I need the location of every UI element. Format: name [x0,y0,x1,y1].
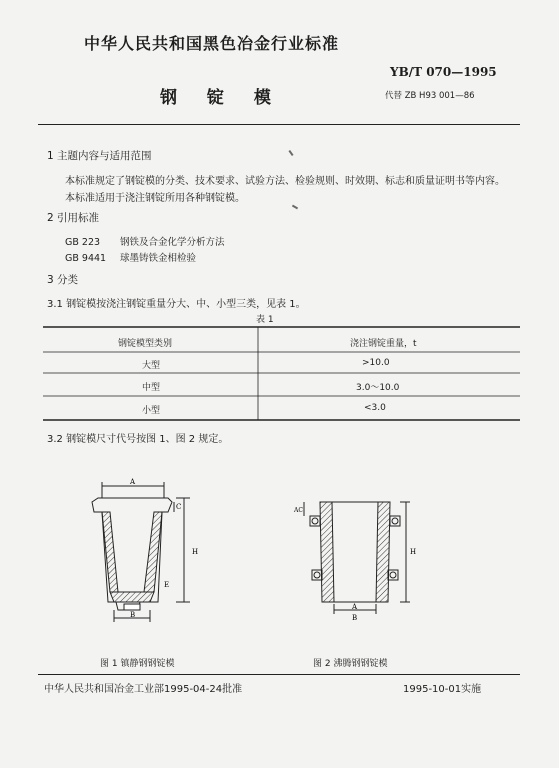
fig2-dim-label: H [410,548,417,556]
table-cell: 小型 [142,406,161,416]
table-cell: >10.0 [362,358,390,368]
table-header-category: 钢锭模型类别 [118,339,173,349]
figure-2-caption: 图 2 沸腾钢钢锭模 [313,659,388,669]
table-1-caption: 表 1 [256,315,274,325]
fig1-dim-label: B [130,611,136,619]
fig2-dim-label: B [352,614,358,622]
table-header-weight: 浇注钢锭重量，t [350,339,417,349]
reference-code: GB 9441 [65,253,107,264]
document-title: 钢 锭 模 [160,88,271,108]
section-1-para-2: 本标准适用于浇注钢锭所用各种钢锭模。 [65,193,245,204]
fig1-dim-label: E [164,581,170,589]
standard-name: 中华人民共和国黑色冶金行业标准 [84,34,340,53]
footer-divider [38,674,520,675]
effective-date: 1995-10-01实施 [403,684,482,695]
fig1-dim-label: H [192,548,199,556]
figure-1-drawing [80,472,210,622]
table-cell: 中型 [142,383,161,393]
section-1-heading: 1 主题内容与适用范围 [47,150,152,162]
replaces-note: 代替 ZB H93 001—86 [385,91,475,101]
figure-1-caption: 图 1 镇静钢钢锭模 [100,659,175,669]
fig2-dim-label: AC [294,507,303,514]
reference-code: GB 223 [65,237,101,248]
fig1-dim-label: A [130,478,136,486]
section-3-heading: 3 分类 [47,274,79,286]
fig2-dim-label: A [352,603,358,611]
figure-2-drawing [290,482,420,622]
fig1-dim-label: C [176,503,182,511]
section-1-para-1: 本标准规定了钢锭模的分类、技术要求、试验方法、检验规则、时效期、标志和质量证明书等内容。 [65,176,505,187]
standard-code: YB/T 070—1995 [390,65,497,79]
reference-title: 钢铁及合金化学分析方法 [120,237,225,248]
clause-3-1: 3.1 钢锭模按浇注钢锭重量分大、中、小型三类，见表 1。 [47,299,306,310]
section-2-heading: 2 引用标准 [47,212,100,224]
table-cell: 3.0～10.0 [356,383,400,393]
issuer-note: 中华人民共和国冶金工业部1995-04-24批准 [44,684,243,695]
reference-title: 球墨铸铁金相检验 [120,253,197,264]
table-cell: 大型 [142,361,161,371]
clause-3-2: 3.2 钢锭模尺寸代号按图 1、图 2 规定。 [47,434,229,445]
table-cell: <3.0 [364,403,386,413]
